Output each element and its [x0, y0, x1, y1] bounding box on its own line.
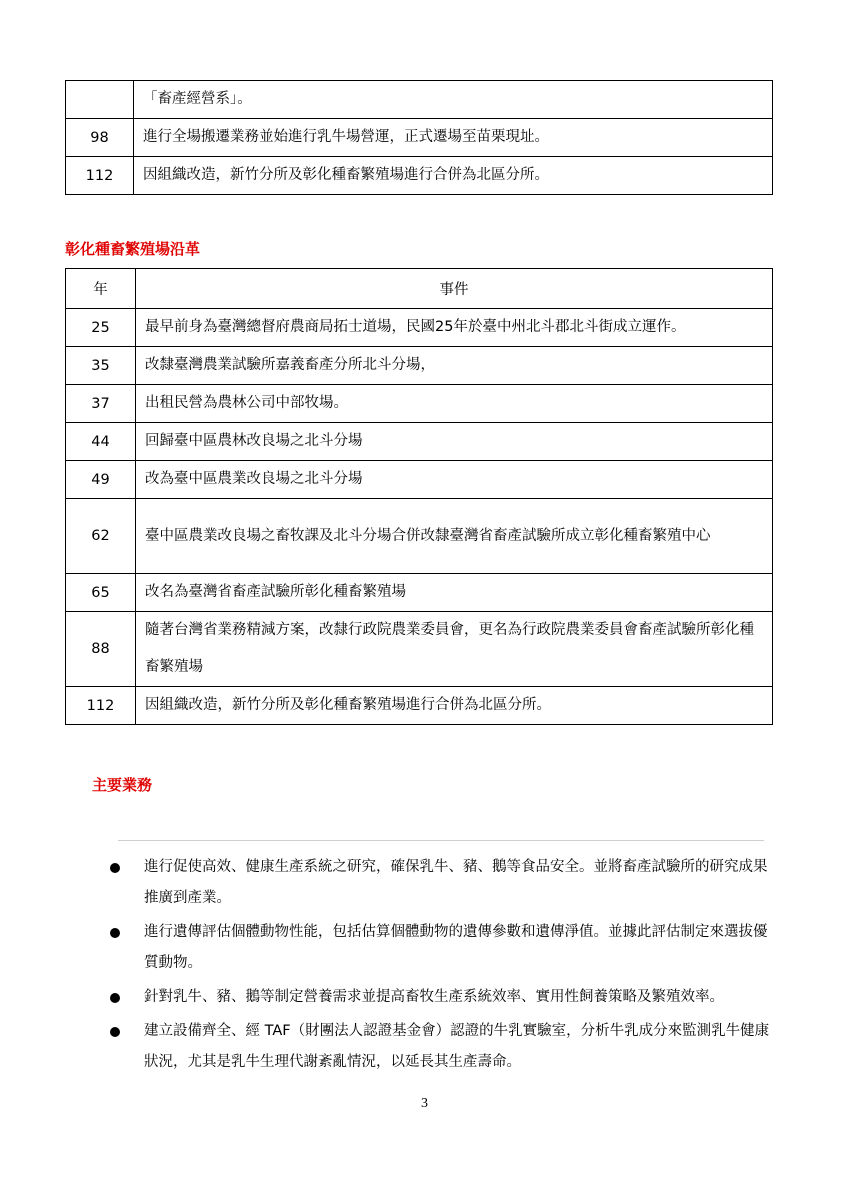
year-cell: 44: [66, 423, 136, 461]
table-row: [66, 157, 773, 195]
bullet-icon: [110, 928, 120, 938]
year-cell: 49: [66, 461, 136, 499]
table-row: [66, 309, 773, 347]
list-item: [108, 917, 775, 979]
table-row: [66, 385, 773, 423]
year-cell: 112: [66, 157, 134, 195]
section-heading-business: 主要業務: [92, 776, 153, 794]
column-header-year: 年: [66, 269, 136, 309]
event-cell: 因組織改造，新竹分所及彰化種畜繁殖場進行合併為北區分所。: [136, 687, 773, 725]
event-cell: 回歸臺中區農林改良場之北斗分場: [136, 423, 773, 461]
year-cell: 112: [66, 687, 136, 725]
history-table-continued: [65, 80, 773, 195]
list-item: [108, 852, 775, 914]
year-cell: 37: [66, 385, 136, 423]
year-cell: 98: [66, 119, 134, 157]
table-row: [66, 347, 773, 385]
table-row: [66, 423, 773, 461]
list-item-text: 進行促使高效、健康生產系統之研究，確保乳牛、豬、鵝等食品安全。並將畜產試驗所的研究成果推廣到產業。: [144, 859, 768, 906]
table-row: [66, 461, 773, 499]
list-item-text: 針對乳牛、豬、鵝等制定營養需求並提高畜牧生產系統效率、實用性飼養策略及繁殖效率。: [144, 989, 724, 1005]
event-cell: 改隸臺灣農業試驗所嘉義畜產分所北斗分場，: [136, 347, 773, 385]
year-cell: 25: [66, 309, 136, 347]
event-cell: 出租民營為農林公司中部牧場。: [136, 385, 773, 423]
event-cell: 最早前身為臺灣總督府農商局拓士道場，民國25年於臺中州北斗郡北斗街成立運作。: [136, 309, 773, 347]
table-row: [66, 81, 773, 119]
table-row: [66, 612, 773, 687]
table-row: [66, 499, 773, 574]
table-row: [66, 574, 773, 612]
list-item: [108, 982, 775, 1013]
table-row: [66, 687, 773, 725]
bullet-icon: [110, 1027, 120, 1037]
business-list: [108, 852, 775, 1081]
event-cell: 臺中區農業改良場之畜牧課及北斗分場合併改隸臺灣省畜產試驗所成立彰化種畜繁殖中心: [136, 499, 773, 574]
table-row: [66, 119, 773, 157]
table-header-row: [66, 269, 773, 309]
bullet-icon: [110, 993, 120, 1003]
page-number: 3: [421, 1096, 428, 1111]
divider: [118, 840, 764, 841]
event-cell: 隨著台灣省業務精減方案，改隸行政院農業委員會，更名為行政院農業委員會畜產試驗所彰化種畜繁殖場: [136, 612, 773, 687]
year-cell: 62: [66, 499, 136, 574]
bullet-icon: [110, 863, 120, 873]
list-item-text: 進行遺傳評估個體動物性能，包括估算個體動物的遺傳參數和遺傳淨值。並據此評估制定來選拔優質動物。: [144, 924, 768, 971]
year-cell: 88: [66, 612, 136, 687]
event-cell: 進行全場搬遷業務並始進行乳牛場營運，正式遷場至苗栗現址。: [134, 119, 773, 157]
year-cell: [66, 81, 134, 119]
event-cell: 「畜產經營系」。: [134, 81, 773, 119]
event-cell: 因組織改造，新竹分所及彰化種畜繁殖場進行合併為北區分所。: [134, 157, 773, 195]
year-cell: 65: [66, 574, 136, 612]
year-cell: 35: [66, 347, 136, 385]
history-table: [65, 268, 773, 725]
list-item-text: 建立設備齊全、經 TAF（財團法人認證基金會）認證的牛乳實驗室，分析牛乳成分來監測乳牛健康狀況，尤其是乳牛生理代謝紊亂情況，以延長其生產壽命。: [144, 1023, 770, 1070]
section-heading-history: 彰化種畜繁殖場沿革: [65, 240, 201, 258]
column-header-event: 事件: [136, 269, 773, 309]
event-cell: 改為臺中區農業改良場之北斗分場: [136, 461, 773, 499]
list-item: [108, 1016, 775, 1078]
event-cell: 改名為臺灣省畜產試驗所彰化種畜繁殖場: [136, 574, 773, 612]
